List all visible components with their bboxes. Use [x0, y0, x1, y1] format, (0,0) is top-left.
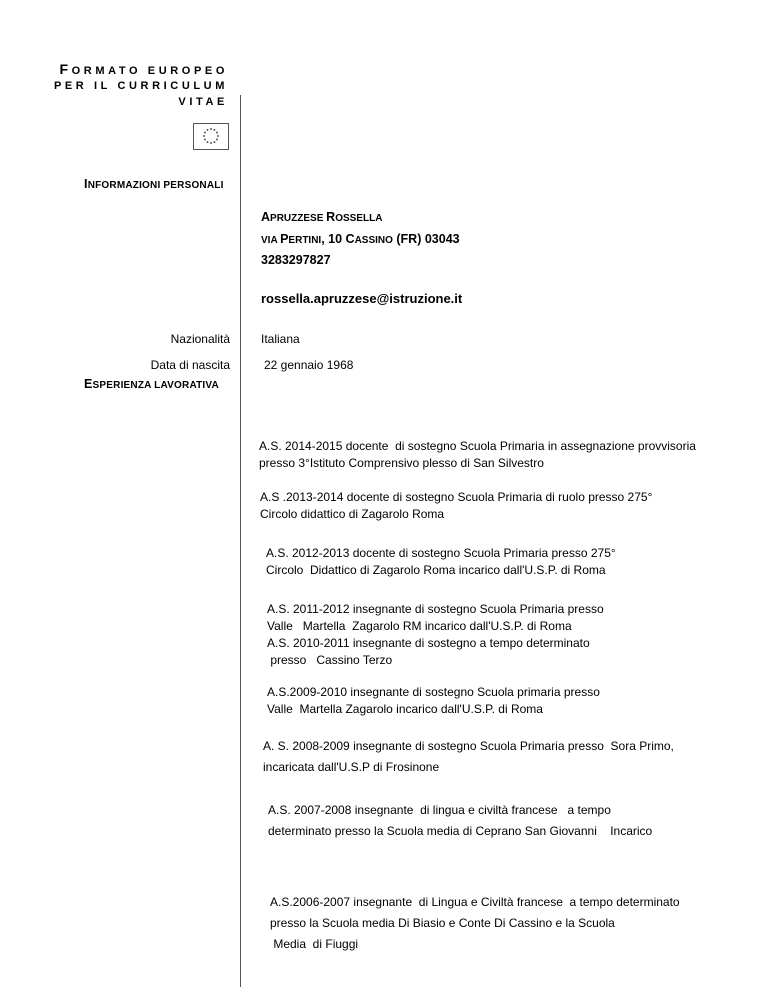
section-personal-info: INFORMAZIONI PERSONALI [84, 177, 224, 191]
birthdate-value: 22 gennaio 1968 [264, 358, 354, 372]
cv-title-line3: VITAE [178, 96, 228, 108]
experience-entry: A.S. 2010-2011 insegnante di sostegno a tempo determinato presso Cassino Terzo [267, 636, 590, 667]
person-name: APRUZZESE ROSSELLA [261, 210, 383, 224]
cv-title-line2: PER IL CURRICULUM [53, 80, 228, 92]
cv-title-line1: FORMATO EUROPEO [59, 61, 228, 77]
experience-entry: A.S. 2012-2013 docente di sostegno Scuola Primaria presso 275° Circolo Didattico di Zagarolo Roma incarico dall'U.S.P. di Roma [266, 546, 616, 577]
person-address: VIA PERTINI, 10 CASSINO (FR) 03043 [261, 232, 460, 246]
experience-entry: A.S.2009-2010 insegnante di sostegno Scuola primaria presso Valle Martella Zagarolo incarico dall'U.S.P. di Roma [267, 685, 600, 716]
section-work-experience: ESPERIENZA LAVORATIVA [84, 377, 219, 391]
experience-entry: A. S. 2008-2009 insegnante di sostegno Scuola Primaria presso Sora Primo, incaricata dall'U.S.P di Frosinone [263, 739, 674, 774]
experience-entry: A.S. 2007-2008 insegnante di lingua e civiltà francese a tempo determinato presso la Scuola media di Ceprano San Giovanni Incarico [268, 803, 653, 838]
birthdate-label: Data di nascita [150, 358, 230, 372]
experience-entry: A.S. 2014-2015 docente di sostegno Scuola Primaria in assegnazione provvisoria presso 3°Istituto Comprensivo plesso di San Silvestro [259, 439, 696, 470]
column-divider [240, 95, 241, 987]
eu-flag-icon [193, 123, 229, 150]
person-phone: 3283297827 [261, 253, 331, 267]
experience-entry: A.S .2013-2014 docente di sostegno Scuola Primaria di ruolo presso 275° Circolo didattico di Zagarolo Roma [260, 490, 653, 521]
nationality-value: Italiana [261, 332, 300, 346]
experience-entry: A.S.2006-2007 insegnante di Lingua e Civiltà francese a tempo determinato presso la Scuola media Di Biasio e Conte Di Cassino e la Scuola Media di Fiuggi [270, 895, 680, 951]
nationality-label: Nazionalità [170, 332, 230, 346]
experience-entry: A.S. 2011-2012 insegnante di sostegno Scuola Primaria presso Valle Martella Zagarolo RM incarico dall'U.S.P. di Roma [267, 602, 604, 633]
person-email[interactable]: rossella.apruzzese@istruzione.it [261, 291, 463, 306]
